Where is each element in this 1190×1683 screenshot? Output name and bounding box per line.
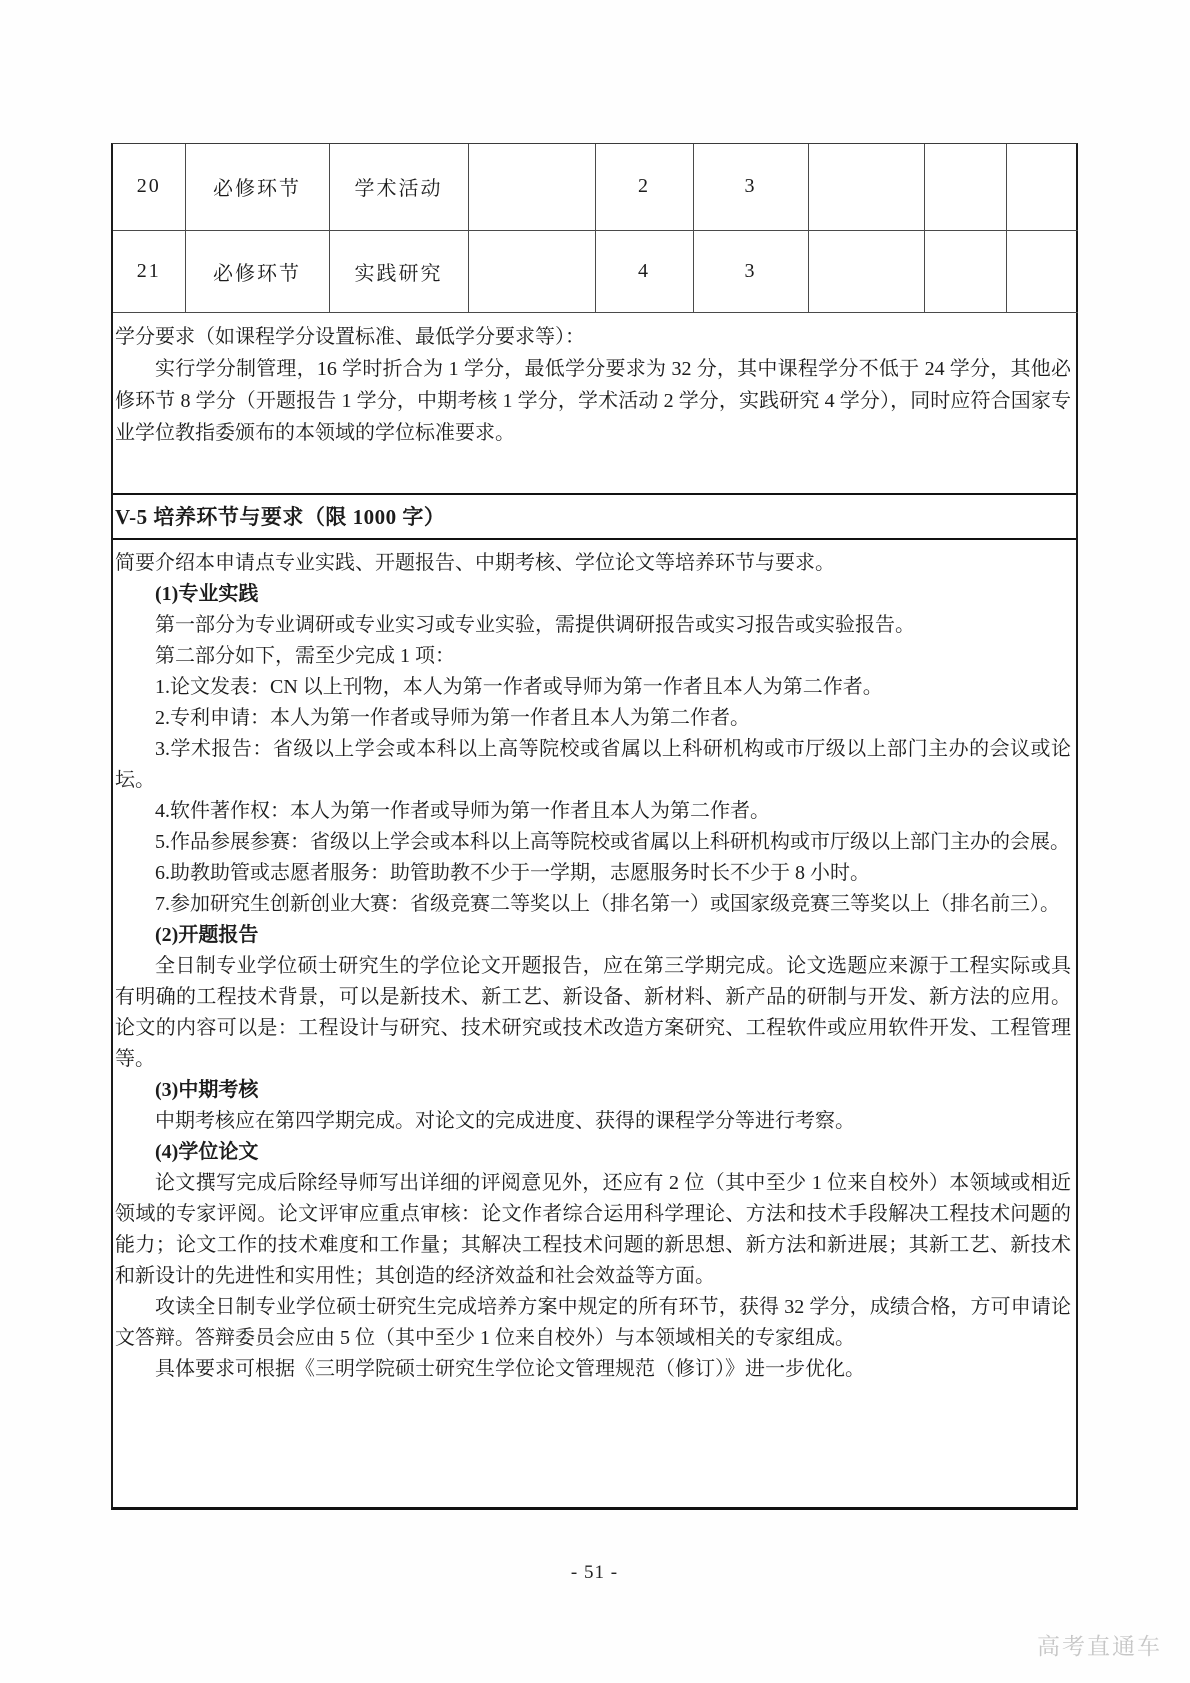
course-rows-table (113, 144, 1078, 313)
application-form-table (111, 143, 1078, 1510)
v5-paragraph: 2.专利申请：本人为第一作者或导师为第一作者且本人为第二作者。 (155, 706, 750, 729)
v5-paragraph: 1.论文发表：CN 以上刊物，本人为第一作者或导师为第一作者且本人为第二作者。 (155, 675, 883, 698)
v5-paragraph: 简要介绍本申请点专业实践、开题报告、中期考核、学位论文等培养环节与要求。 (115, 551, 835, 574)
table-cell (468, 230, 595, 312)
table-cell (924, 230, 1006, 312)
v5-paragraph: 4.软件著作权：本人为第一作者或导师为第一作者且本人为第二作者。 (155, 799, 770, 822)
v5-paragraph: 第二部分如下，需至少完成 1 项： (155, 644, 455, 667)
table-cell: 3 (693, 144, 808, 230)
v5-paragraph: 5.作品参展参赛：省级以上学会或本科以上高等院校或省属以上科研机构或市厅级以上部门主办的会展。 (155, 830, 1070, 853)
table-cell: 必修环节 (185, 230, 329, 312)
v5-subsection-heading: (3)中期考核 (155, 1078, 259, 1101)
table-cell (808, 144, 924, 230)
credit-requirements-body: 实行学分制管理，16 学时折合为 1 学分，最低学分要求为 32 分，其中课程学分不低于 24 学分，其他必修环节 8 学分（开题报告 1 学分，中期考核 1 学分，学术活动 2 学分，实践研究 4 学分），同时应符合国家专业学位教指委颁布的本领域的学位标准要求。 (115, 357, 1071, 444)
v5-paragraph: 具体要求可根据《三明学院硕士研究生学位论文管理规范（修订）》进一步优化。 (155, 1357, 865, 1380)
table-cell: 4 (595, 230, 693, 312)
table-cell: 必修环节 (185, 144, 329, 230)
table-row (113, 144, 1078, 230)
v5-paragraph: 7.参加研究生创新创业大赛：省级竞赛二等奖以上（排名第一）或国家级竞赛三等奖以上（排名前三）。 (155, 892, 1060, 915)
v5-paragraph: 中期考核应在第四学期完成。对论文的完成进度、获得的课程学分等进行考察。 (155, 1109, 855, 1132)
table-cell (924, 144, 1006, 230)
course-rows-body (113, 144, 1078, 312)
credit-requirements-cell (113, 313, 1076, 493)
v5-paragraph: 第一部分为专业调研或专业实习或专业实验，需提供调研报告或实习报告或实验报告。 (155, 613, 915, 636)
v5-paragraph: 攻读全日制专业学位硕士研究生完成培养方案中规定的所有环节，获得 32 学分，成绩合格，方可申请论文答辩。答辩委员会应由 5 位（其中至少 1 位来自校外）与本领域相关的专家组成。 (115, 1295, 1071, 1349)
credit-requirements-title: 学分要求（如课程学分设置标准、最低学分要求等）： (115, 325, 585, 348)
table-cell: 20 (113, 144, 185, 230)
table-cell: 3 (693, 230, 808, 312)
table-cell (808, 230, 924, 312)
v5-subsection-heading: (4)学位论文 (155, 1140, 259, 1163)
table-cell: 2 (595, 144, 693, 230)
v5-paragraph: 6.助教助管或志愿者服务：助管助教不少于一学期，志愿服务时长不少于 8 小时。 (155, 861, 870, 884)
table-cell (468, 144, 595, 230)
v5-paragraph: 3.学术报告：省级以上学会或本科以上高等院校或省属以上科研机构或市厅级以上部门主办的会议或论坛。 (115, 737, 1071, 791)
page-number: - 51 - (570, 1562, 619, 1583)
table-cell: 学术活动 (329, 144, 468, 230)
section-v5-content-cell (113, 540, 1076, 1510)
table-cell (1006, 144, 1078, 230)
section-v5-header-row (113, 493, 1076, 540)
section-v5-title: V-5 培养环节与要求（限 1000 字） (115, 505, 446, 529)
v5-paragraph: 全日制专业学位硕士研究生的学位论文开题报告，应在第三学期完成。论文选题应来源于工程实际或具有明确的工程技术背景，可以是新技术、新工艺、新设备、新材料、新产品的研制与开发、新方法的应用。论文的内容可以是：工程设计与研究、技术研究或技术改造方案研究、工程软件或应用软件开发、工程管理等。 (115, 954, 1071, 1070)
v5-subsection-heading: (1)专业实践 (155, 582, 259, 605)
table-row (113, 230, 1078, 312)
table-cell (1006, 230, 1078, 312)
v5-paragraph: 论文撰写完成后除经导师写出详细的评阅意见外，还应有 2 位（其中至少 1 位来自校外）本领域或相近领域的专家评阅。论文评审应重点审核：论文作者综合运用科学理论、方法和技术手段解决工程技术问题的能力；论文工作的技术难度和工作量；其解决工程技术问题的新思想、新方法和新进展；其新工艺、新技术和新设计的先进性和实用性；其创造的经济效益和社会效益等方面。 (115, 1171, 1071, 1287)
table-cell: 实践研究 (329, 230, 468, 312)
table-cell: 21 (113, 230, 185, 312)
watermark-text: 高考直通车 (1037, 1633, 1162, 1659)
v5-subsection-heading: (2)开题报告 (155, 923, 259, 946)
